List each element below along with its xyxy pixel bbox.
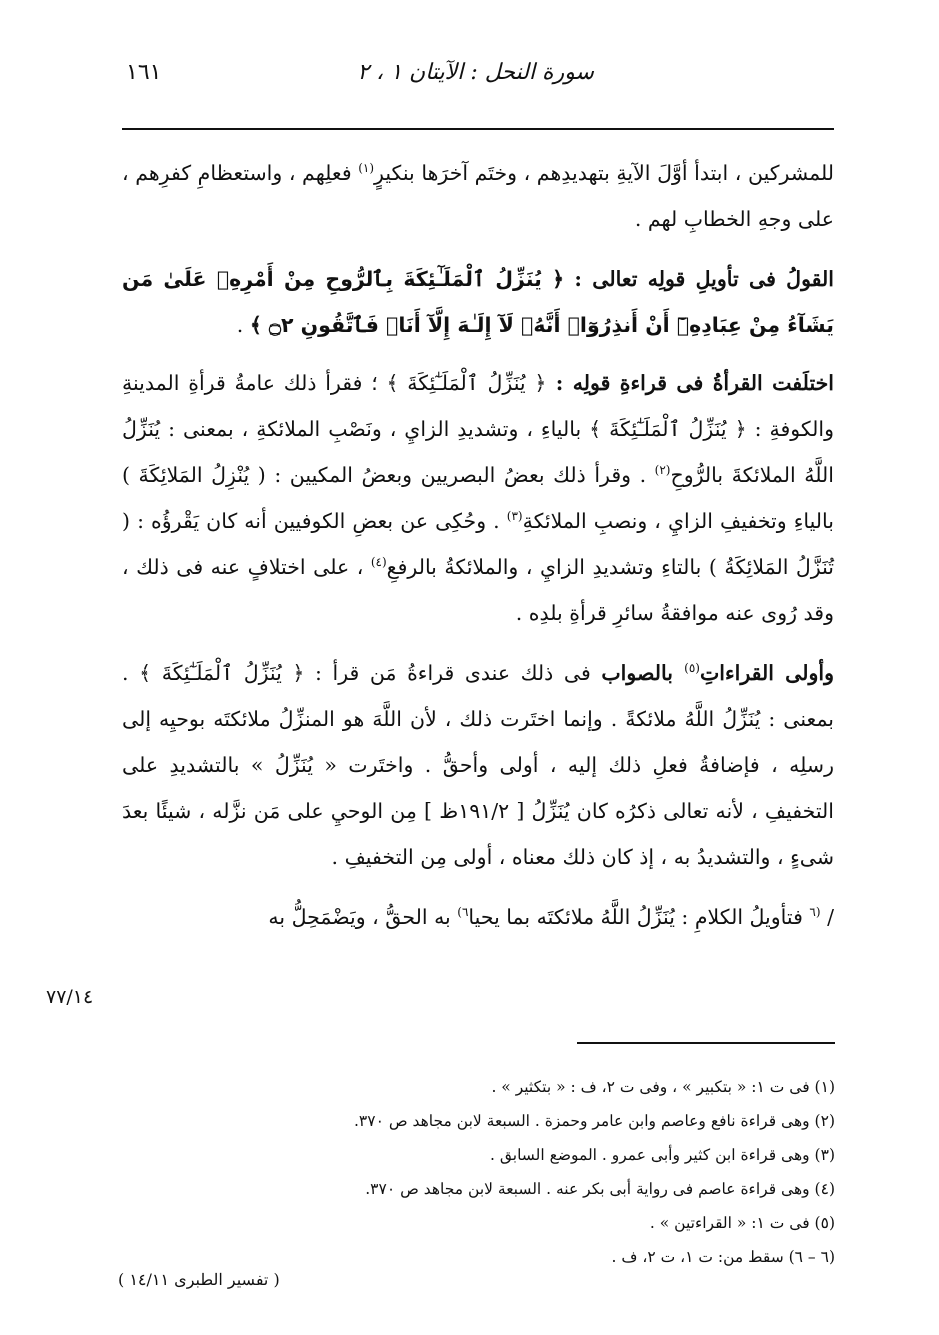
paragraph-3 [122, 360, 834, 636]
footnote-marker: (١) [358, 161, 375, 176]
footnote-marker: (٢) [654, 463, 671, 478]
main-text [122, 150, 834, 954]
text-span: . بمعنى : يُنَزِّلُ اللَّهُ ملائكةً . وإنما اختَرت ذلك ، لأن اللَّهَ هو المنزِّلُ ملائكتَه بوحيِه إلى رسلِه ، فإضافةُ فعلِ ذلك إليه ، أولى وأحقُّ . واختَرت « يُنَزِّلُ » بالتشديدِ على التخفيفِ ، لأنه تعالى ذكرُه كان يُنَزِّلُ [ ١٩١/٢ظ ] مِن الوحيِ على مَن نزَّله ، شيئًا بعدَ شىءٍ ، والتشديدُ به ، إذ كان ذلك معناه ، أولى مِن التخفيفِ . [122, 661, 834, 869]
page-number: ١٦١ [126, 60, 162, 85]
footnote-3: (٣) وهى قراءة ابن كثير وأبى عمرو . الموضع السابق . [489, 1146, 835, 1164]
text-span: به الحقُّ ، ويَضْمَحِلُّ به [268, 905, 458, 929]
text-span: للمشركين ، ابتدأ أوَّلَ الآيةِ بتهديدِهم ، وختَم آخرَها بنكيرٍ [374, 161, 834, 185]
text-span: بالياءِ ، وتشديدِ الزايِ ، ونَصْبِ الملائكةِ ، بمعنى : يُنَزِّلُ اللَّهُ الملائكةَ بالرُّوحِ [122, 417, 834, 487]
text-span: . وحُكِى عن بعضِ الكوفيين أنه كان يَقْرؤُه : ( تُنَزَّلُ المَلائِكَةُ ) بالتاءِ وتشديدِ الزايِ ، والملائكةُ بالرفعِ [122, 509, 834, 579]
footnote-marker: (٥) [684, 661, 700, 676]
paragraph-lead: وأولى القراءاتِ [699, 661, 834, 685]
footnote-4: (٤) وهى قراءة عاصم فى رواية أبى بكر عنه . السبعة لابن مجاهد ص ٣٧٠. [365, 1180, 835, 1198]
footnote-marker: ٦) [457, 905, 469, 920]
footnote-1: (١) فى ت ١: « بتكبير » ، وفى ت ٢، ف : « بتكثير » . [491, 1078, 835, 1096]
footnotes [123, 1070, 835, 1274]
header-rule [122, 128, 834, 130]
paragraph-4 [122, 650, 834, 880]
paragraph-1 [122, 150, 834, 242]
paragraph-2 [122, 256, 834, 348]
quran-verse: ﴿ يُنَزِّلُ ٱلْمَلَـٰٓئِكَةَ ﴾ [139, 661, 305, 685]
text-span: فتأويلُ الكلامِ : يُنَزِّلُ اللَّهُ ملائكتَه بما يحيا [468, 905, 810, 929]
text-span: . [236, 313, 250, 337]
text-span: ، على اختلافٍ عنه فى ذلك ، وقد رُوى عنه موافقةُ سائرِ قرأةِ بلدِه . [122, 555, 834, 625]
footnote-rule [577, 1042, 835, 1044]
page-break-slash: / [820, 905, 834, 929]
text-span: . وقرأ ذلك بعضُ البصريين وبعضُ المكيين : ( يُنْزِلُ المَلائِكَةَ ) بالياءِ وتخفيفِ الزايِ ، ونصبِ الملائكةِ [122, 463, 834, 533]
quran-verse: ﴿ يُنَزِّلُ ٱلْمَلَـٰٓئِكَةَ بِٱلرُّوحِ مِنْ أَمْرِهِۦ عَلَىٰ مَن يَشَآءُ مِنْ عِبَادِهِۦٓ أَنْ أَنذِرُوٓا۟ أَنَّهُۥ لَآ إِلَـٰهَ إِلَّآ أَنَا۠ فَٱتَّقُونِ ۝٢ ﴾ [122, 267, 834, 337]
paragraph-lead: اختلَفت القرأةُ فى قراءةِ قولِه : [546, 371, 834, 395]
quran-verse: ﴿ يُنَزِّلُ ٱلْمَلَـٰٓئِكَةَ ﴾ [589, 417, 747, 441]
paragraph-5 [122, 894, 834, 940]
source-reference: ( تفسير الطبرى ١٤/١١ ) [118, 1270, 280, 1289]
quran-verse: ﴿ يُنَزِّلُ ٱلْمَلَـٰٓئِكَةَ ﴾ [386, 371, 547, 395]
footnote-5: (٥) فى ت ١: « القراءتين » . [649, 1214, 835, 1232]
margin-reference: ٧٧/١٤ [46, 986, 94, 1008]
footnote-marker: (٣) [506, 509, 523, 524]
footnote-2: (٢) وهى قراءة نافع وعاصم وابن عامر وحمزة . السبعة لابن مجاهد ص ٣٧٠. [353, 1112, 835, 1130]
text-span: ؛ فقرأ ذلك عامةُ قرأةِ المدينةِ والكوفةِ : [122, 371, 834, 441]
running-title: سورة النحل : الآيتان ١ ، ٢ [357, 60, 594, 85]
footnote-marker: (٦ [809, 905, 821, 920]
paragraph-lead: بالصواب [601, 661, 685, 685]
footnote-marker: (٤) [370, 555, 387, 570]
page-header [118, 56, 830, 100]
text-span: فعلِهم ، واستعظامِ كفرِهم ، على وجهِ الخطابِ لهم . [122, 161, 834, 231]
footnote-6: (٦ – ٦) سقط من: ت ١، ت ٢، ف . [611, 1248, 835, 1266]
text-span: فى ذلك عندى قراءةُ مَن قرأ : [304, 661, 602, 685]
section-heading: القولُ فى تأويلِ قولِه تعالى : [564, 267, 834, 291]
